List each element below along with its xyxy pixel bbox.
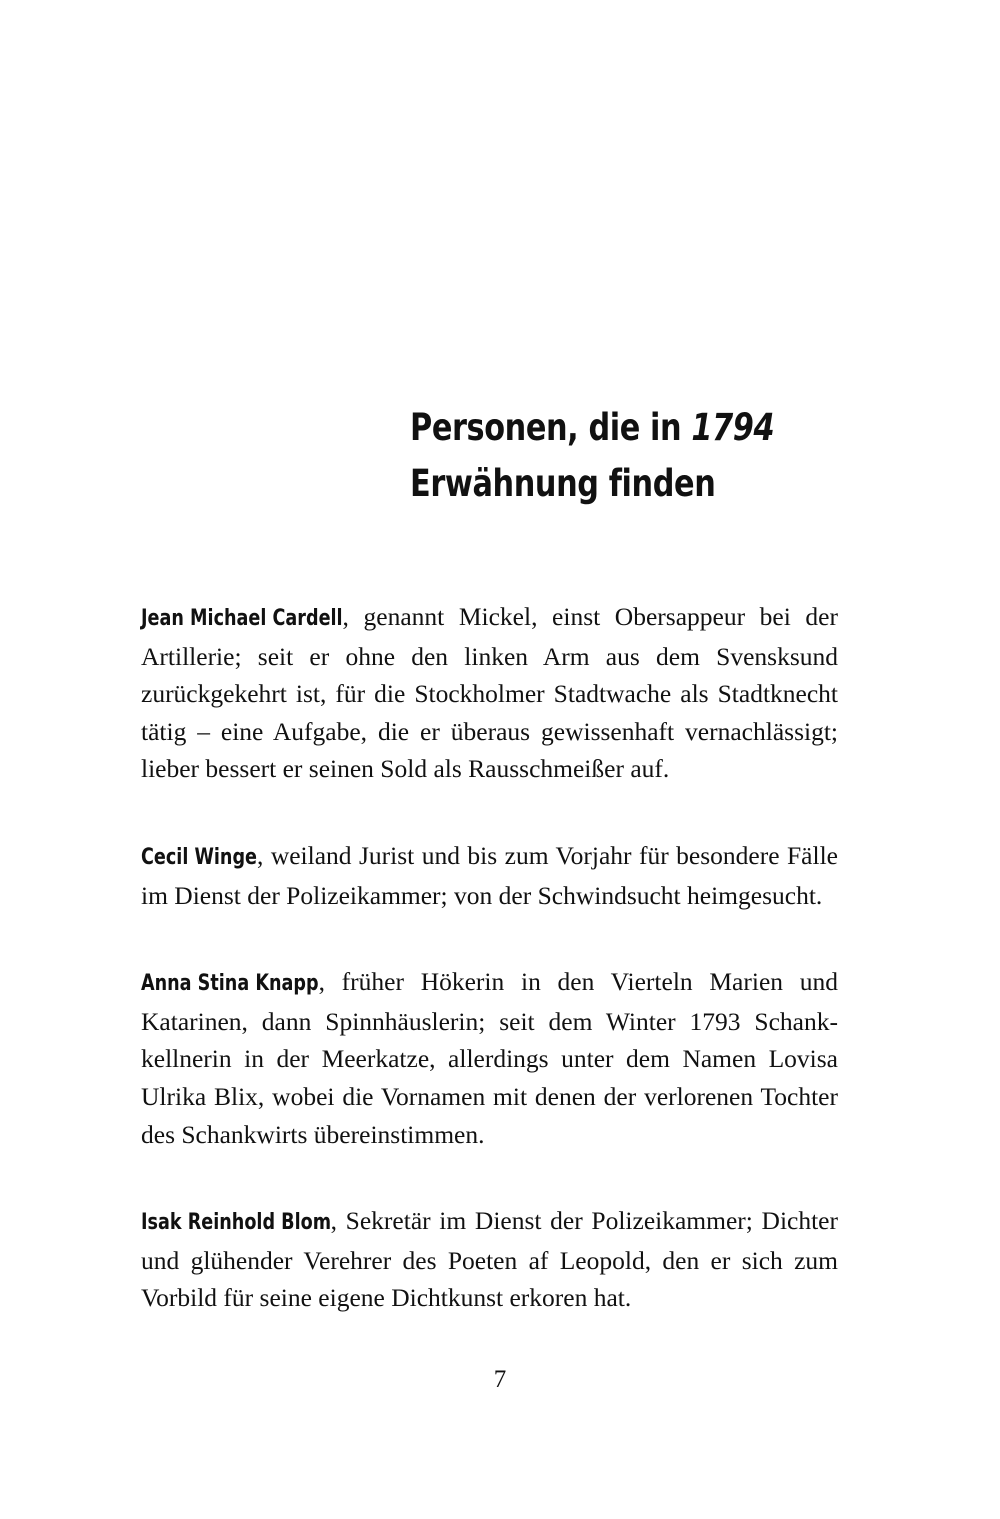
character-name: Cecil Winge	[141, 844, 257, 870]
character-entry-winge	[141, 837, 838, 914]
character-description: , früher Hökerin in den Vierteln Marien und Katarinen, dann Spinnhäuslerin; seit dem Winter 1793 Schankkellnerin in der Meerkatze, allerdings unter dem Namen Lovisa Ulrika Blix, wobei die Vornamen mit denen der verlorenen Tochter des Schankwirts übereinstimmen.	[141, 967, 838, 1149]
character-list	[141, 598, 838, 1366]
character-entry-knapp	[141, 963, 838, 1153]
character-name: Jean Michael Cardell	[141, 606, 343, 631]
character-name: Isak Reinhold Blom	[141, 1210, 332, 1236]
heading-year: 1794	[691, 406, 775, 449]
heading-line-1	[410, 400, 795, 456]
character-entry-blom	[141, 1202, 838, 1317]
character-name: Anna Stina Knapp	[141, 971, 319, 997]
character-description: , genannt Mickel, einst Obersappeur bei der Artillerie; seit er ohne den linken Arm aus dem Svensksund zurückgekehrt ist, für die Stockholmer Stadtwache als Stadtknecht tätig – eine Aufgabe, die er überaus gewissenhaft vernachlässigt; lieber bessert er seinen Sold als Rausschmeißer auf.	[141, 602, 838, 784]
heading-prefix: Personen, die in	[410, 406, 692, 449]
character-description: , Sekretär im Dienst der Polizeikammer; Dichter und glühender Verehrer des Poeten af Leopold, den er sich zum Vorbild für seine eigene Dichtkunst erkoren hat.	[141, 1206, 838, 1313]
heading-line-2: Erwähnung finden	[410, 462, 716, 505]
character-entry-cardell	[141, 598, 838, 788]
character-description: , weiland Jurist und bis zum Vorjahr für besondere Fälle im Dienst der Polizeikammer; von der Schwindsucht heimgesucht.	[141, 840, 838, 910]
chapter-heading	[410, 400, 795, 512]
page-number: 7	[493, 1366, 507, 1393]
